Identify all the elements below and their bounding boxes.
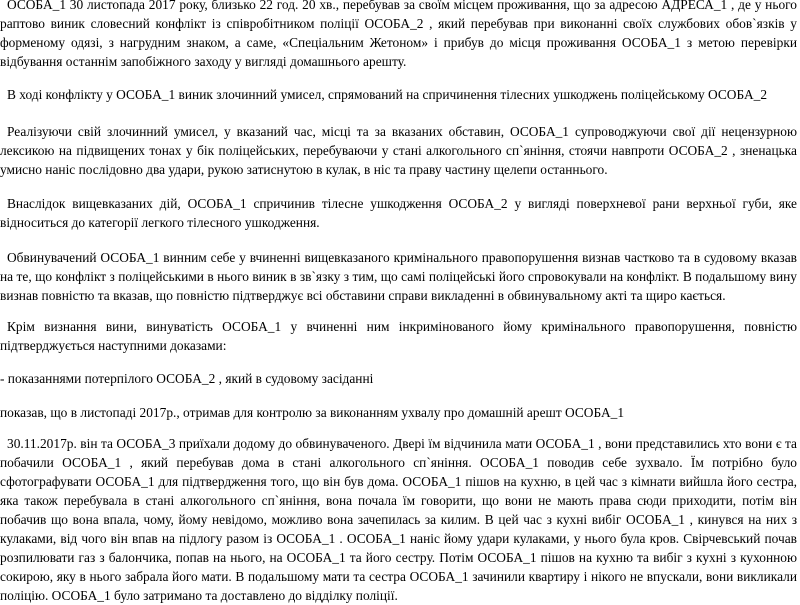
paragraph-defendant-plea: Обвинувачений ОСОБА_1 винним себе у вчиненні вищевказаного кримінального правопорушення визнав частково та в судовому вказав на те, що конфлікт з поліцейськими в нього виник в зв`язку з тим, що самі поліцейські його спровокували на конфлікт. В подальшому вину визнав повністю та вказав, що повністю підтверджує всі обставини справи викладенні в обвинувальному акті та щиро кається. [0,250,797,303]
paragraph-incident: ОСОБА_1 30 листопада 2017 року, близько 22 год. 20 хв., перебував за своїм місцем проживання, що за адресою АДРЕСА_1 , де у нього раптово виник словесний конфлікт із співробітником поліції ОСОБА_2 , який перебував при виконанні своїх службових обов`язків у форменому одязі, з нагрудним знаком, а саме, «Спеціальним Жетоном» і прибув до місця проживання ОСОБА_1 з метою перевірки відбування останнім запобіжного заходу у вигляді домашнього арешту. [0,0,797,69]
paragraph-injury: Внаслідок вищевказаних дій, ОСОБА_1 спричинив тілесне ушкодження ОСОБА_2 у вигляді поверхневої рани верхньої губи, яке відноситься до категорії легкого тілесного ушкодження. [0,196,797,230]
paragraph-assault: Реалізуючи свій злочинний умисел, у вказаний час, місці та за вказаних обставин, ОСОБА_1 супроводжуючи свої дії нецензурною лексикою на підвищених тонах у бік поліцейських, перебуваючи у стані алкогольного сп`яніння, стоячи навпроти ОСОБА_2 , зненацька умисно наніс послідовно два удари, рукою затиснутою в кулак, в ніс та праву частину щелепи останнього. [0,124,797,177]
paragraph-victim-statement: показав, що в листопаді 2017р., отримав для контролю за виконанням ухвалу про домашній арешт ОСОБА_1 [0,405,625,420]
paragraph-victim-testimony: - показаннями потерпілого ОСОБА_2 , який в судовому засіданні [0,371,374,386]
paragraph-events-account: 30.11.2017р. він та ОСОБА_3 приїхали додому до обвинуваченого. Двері їм відчинила мати ОСОБА_1 , вони представились хто вони є та побачили ОСОБА_1 , який перебував дома в стані алкогольного сп`яніння. ОСОБА_1 поводив себе зухвало. Їм потрібно було сфотографувати ОСОБА_1 для підтвердження того, що він був дома. ОСОБА_1 пішов на кухню, в цей час з кімнати вийшла його сестра, яка також перебувала в стані алкогольного сп`яніння, вона почала їм говорити, що вони не мають права сюди приходити, потім він побачив що вона впала, чому, йому невідомо, можливо вона зачепилась за килим. В цей час з кухні вибіг ОСОБА_1 , кинувся на них з кулаками, від чого він впав на підлогу разом із ОСОБА_1 . ОСОБА_1 наніс йому удари кулаками, у нього була кров. Свірчевський почав розпилювати газ з балончика, попав на нього, на ОСОБА_1 та його сестру. Потім ОСОБА_1 пішов на кухню та вибіг з кухні з кухонною сокирою, яку в нього забрала його мати. В подальшому мати та сестра ОСОБА_1 зачинили квартиру і нікого не впускали, вони викликали поліцію. ОСОБА_1 було затримано та доставлено до відділку поліції. [0,436,797,603]
paragraph-conflict-intent: В ході конфлікту у ОСОБА_1 виник злочинний умисел, спрямований на спричинення тілесних ушкоджень поліцейському ОСОБА_2 [7,87,768,102]
paragraph-evidence-intro: Крім визнання вини, винуватість ОСОБА_1 у вчиненні ним інкримінованого йому кримінального правопорушення, повністю підтверджується наступними доказами: [0,319,797,353]
